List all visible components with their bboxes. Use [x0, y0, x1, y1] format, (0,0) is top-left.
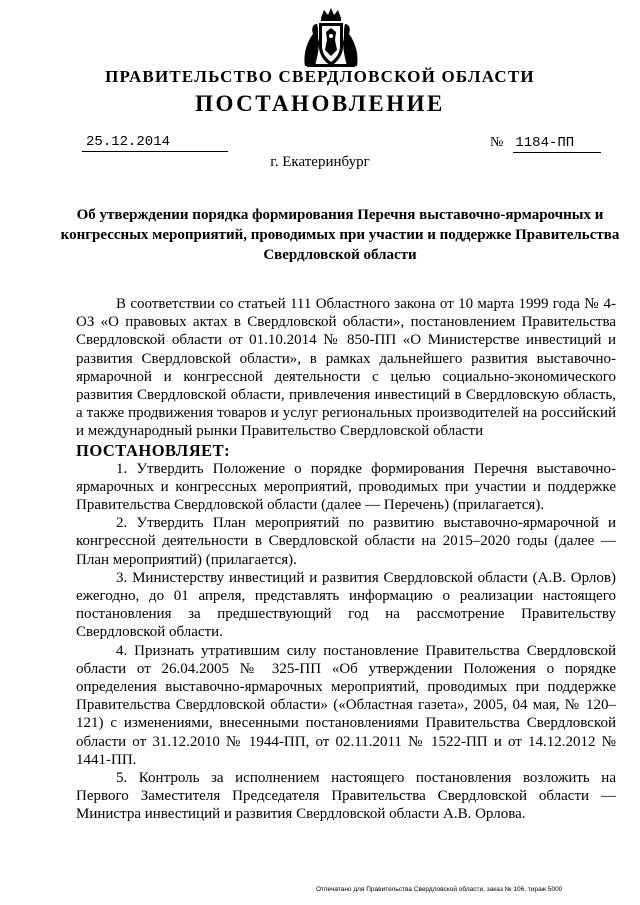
- document-date: 25.12.2014: [82, 134, 228, 152]
- organization-name: ПРАВИТЕЛЬСТВО СВЕРДЛОВСКОЙ ОБЛАСТИ: [105, 67, 535, 86]
- clause-1: 1. Утвердить Положение о порядке формирования Перечня выставочно-ярмарочных и конгрессных мероприятий, проводимых при участии и поддержке Правительства Свердловской области (далее — Перечень) (прилагается).: [76, 460, 616, 514]
- document-number: 1184-ПП: [513, 135, 601, 153]
- decree-heading: ПОСТАНОВЛЯЕТ:: [76, 440, 231, 460]
- clause-5: 5. Контроль за исполнением настоящего постановления возложить на Первого Заместителя Председателя Правительства Свердловской области — Министра инвестиций и развития Свердловской области А.В. Орлова.: [76, 770, 616, 823]
- clause-3: 3. Министерству инвестиций и развития Свердловской области (А.В. Орлов) ежегодно, до 01 апреля, представлять информацию о реализации настоящего постановления за предшествующий год на рассмотрение Правительству Свердловской области.: [76, 569, 616, 641]
- city-label: г. Екатеринбург: [270, 154, 370, 170]
- print-note: Отпечатано для Правительства Свердловской области, заказ № 106, тираж 5000: [316, 886, 563, 893]
- clause-4: 4. Признать утратившим силу постановление Правительства Свердловской области от 26.04.2005 № 325-ПП «Об утверждении Положения о порядке определения выставочно-ярмарочных мероприятий, проводимых при поддержке Правительства Свердловской области» («Областная газета», 2005, 04 мая, № 120–121) с изменениями, внесенными постановлениями Правительства Свердловской области от 31.12.2010 № 1944-ПП, от 02.11.2011 № 1522-ПП и от 14.12.2012 № 1441-ПП.: [76, 642, 616, 768]
- document-title: Об утверждении порядка формирования Перечня выставочно-ярмарочных и конгрессных мероприятий, проводимых при участии и поддержке Правительства Свердловской области: [60, 207, 620, 263]
- document-number-field: [490, 134, 601, 153]
- number-sign: №: [490, 135, 504, 150]
- preamble-paragraph: В соответствии со статьей 111 Областного закона от 10 марта 1999 года № 4-ОЗ «О правовых актах в Свердловской области», постановлением Правительства Свердловской области от 01.10.2014 № 850-ПП «О Министерстве инвестиций и развития Свердловской области», в рамках дальнейшего развития выставочно-ярмарочной и конгрессной деятельности с целью социально-экономического развития Свердловской области, привлечения инвестиций в Свердловскую область, а также продвижения товаров и услуг региональных производителей на российский и международный рынки Правительство Свердловской области: [76, 296, 616, 440]
- clause-2: 2. Утвердить План мероприятий по развитию выставочно-ярмарочной и конгрессной деятельности в Свердловской области на 2015–2020 годы (далее — План мероприятий) (прилагается).: [76, 515, 616, 568]
- document-type: ПОСТАНОВЛЕНИЕ: [195, 91, 445, 116]
- coat-of-arms-icon: [299, 6, 363, 70]
- document-body: [76, 295, 616, 824]
